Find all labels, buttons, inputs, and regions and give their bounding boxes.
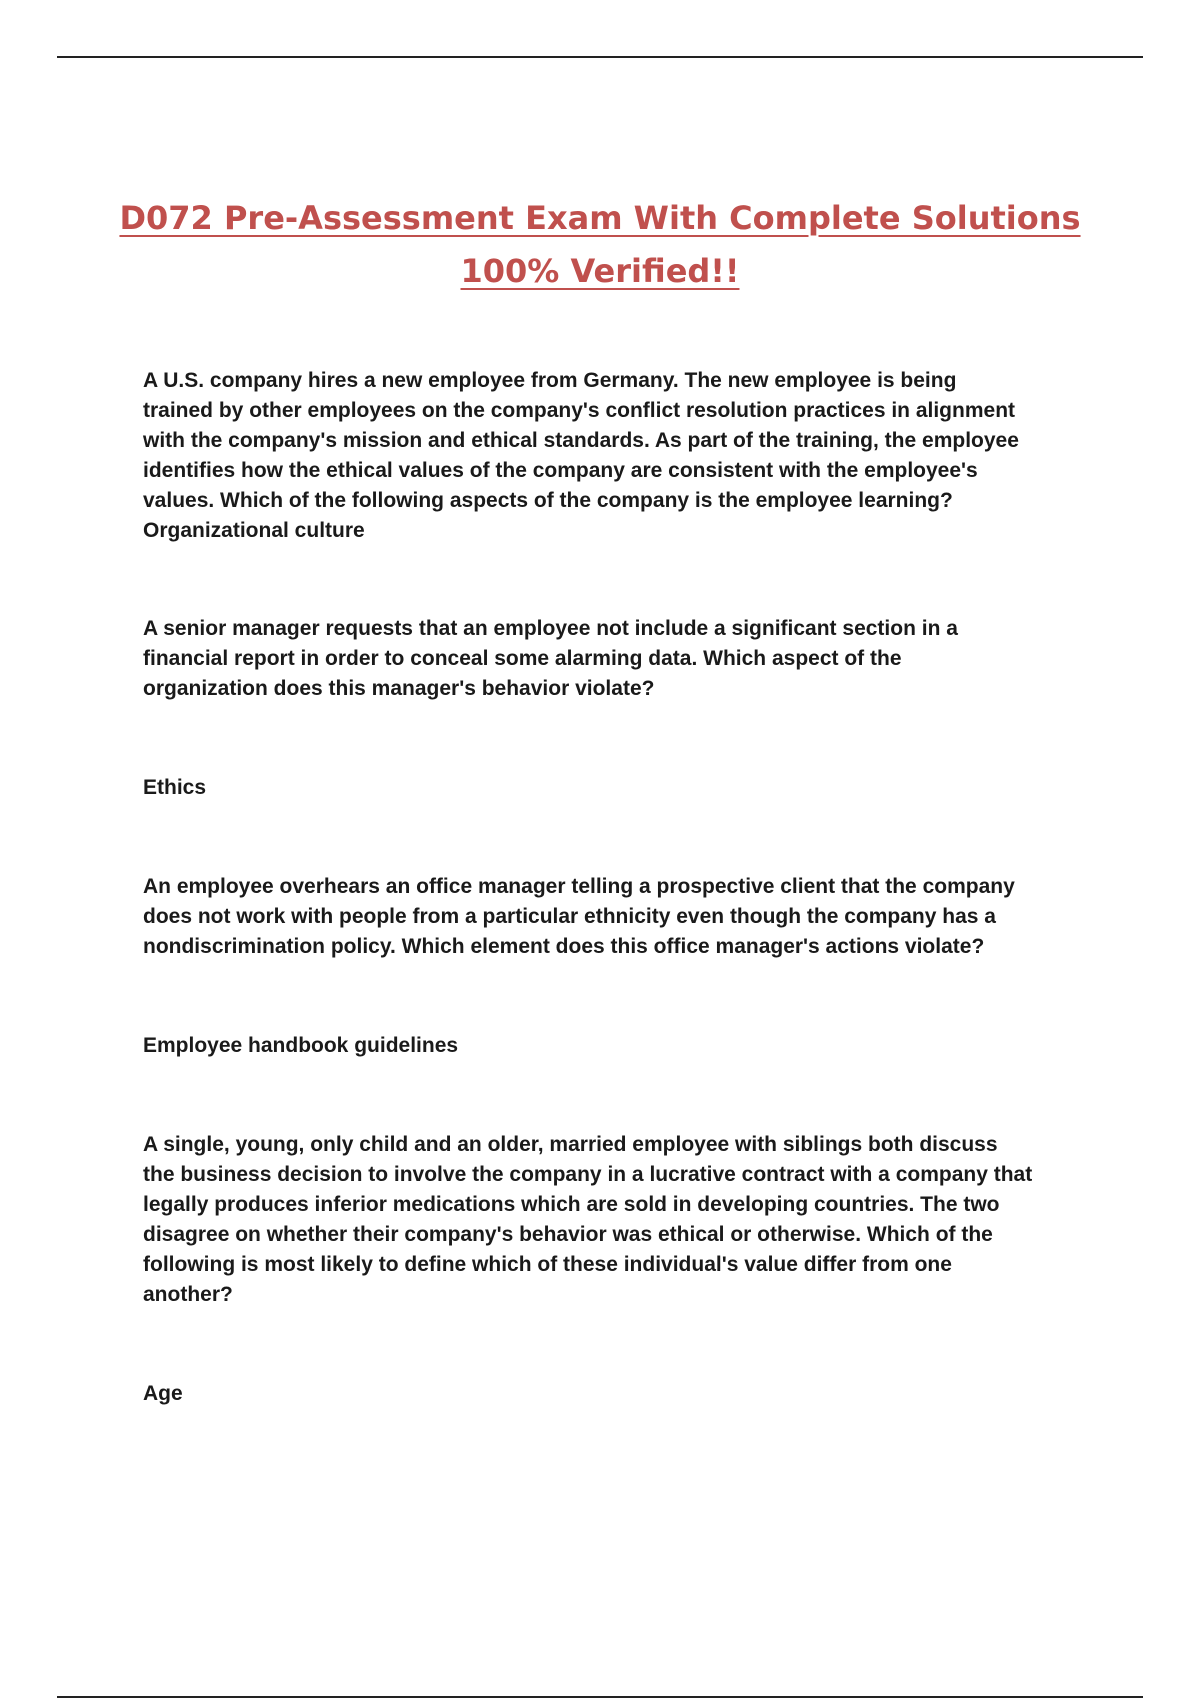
document-body: [143, 366, 1103, 1409]
question-3-text: An employee overhears an office manager telling a prospective client that the company does not work with people from a particular ethnicity even though the company has a nondiscrimination policy. Which element does this office manager's actions violate?: [143, 875, 1015, 958]
top-divider: [57, 56, 1143, 58]
answer-2-text: Ethics: [143, 776, 207, 799]
answer-3-text: Employee handbook guidelines: [143, 1034, 459, 1057]
bottom-divider: [57, 1696, 1143, 1698]
question-4-text: A single, young, only child and an older, married employee with siblings both discuss the business decision to involve the company in a lucrative contract with a company that legally produces inferior medications which are sold in developing countries. The two disagree on whether their company's behavior was ethical or otherwise. Which of the following is most likely to define which of these individual's value differ from one another?: [143, 1133, 1033, 1306]
answer-4-text: Age: [143, 1382, 183, 1405]
title-line-1: D072 Pre-Assessment Exam With Complete Solutions: [119, 199, 1081, 237]
question-2-text: A senior manager requests that an employee not include a significant section in a financial report in order to conceal some alarming data. Which aspect of the organization does this manager's behavior violate?: [143, 617, 958, 700]
question-1-text: A U.S. company hires a new employee from Germany. The new employee is being trained by other employees on the company's conflict resolution practices in alignment with the company's mission and ethical standards. As part of the training, the employee identifies how the ethical values of the company are consistent with the employee's values. Which of the following aspects of the company is the employee learning? Organizational culture: [143, 369, 1019, 542]
document-title: [100, 192, 1100, 298]
title-line-2: 100% Verified!!: [460, 252, 740, 290]
